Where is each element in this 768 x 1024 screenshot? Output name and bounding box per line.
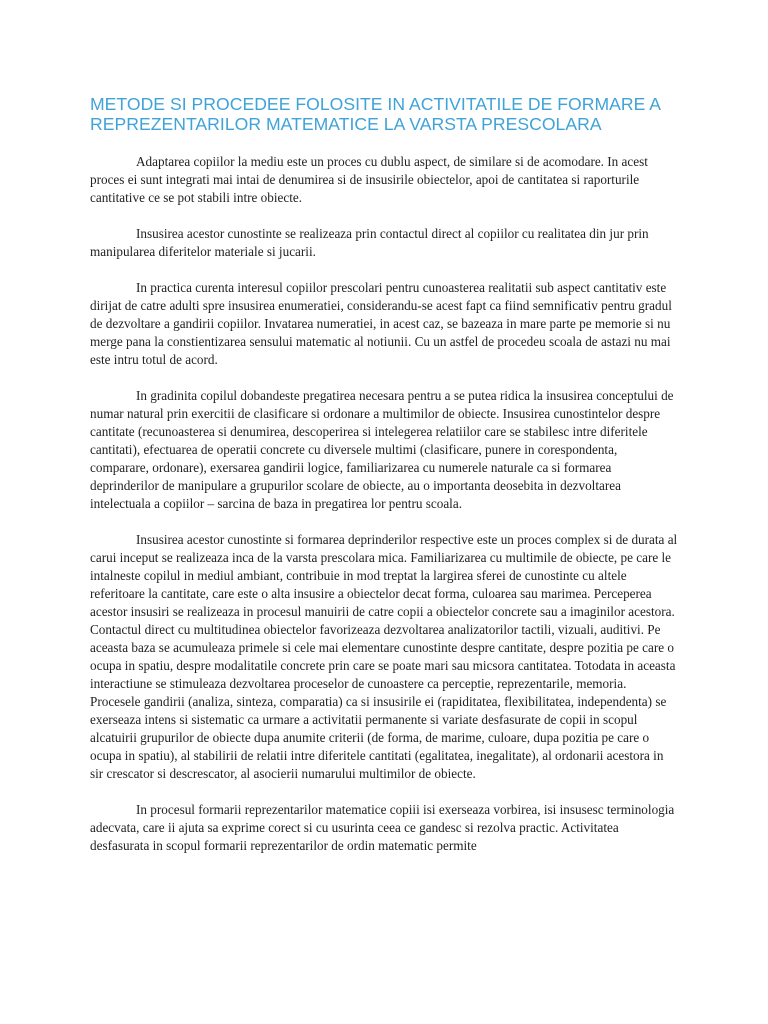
document-body [90,153,678,855]
document-title: METODE SI PROCEDEE FOLOSITE IN ACTIVITATILE DE FORMARE A REPREZENTARILOR MATEMATICE LA VARSTA PRESCOLARA [90,94,661,134]
paragraph: Insusirea acestor cunostinte si formarea deprinderilor respective este un proces complex si de durata al carui inceput se realizeaza inca de la varsta prescolara mica. Familiarizarea cu multimile de obiecte, pe care le intalneste copilul in mediul ambiant, contribuie in mod treptat la largirea sferei de cunostinte cu altele referitoare la cantitate, care este o alta insusire a obiectelor decat forma, culoarea sau marimea. Perceperea acestor insusiri se realizeaza in procesul manuirii de catre copii a obiectelor concrete sau a imaginilor acestora. Contactul direct cu multitudinea obiectelor favorizeaza dezvoltarea analizatorilor tactili, vizuali, auditivi. Pe aceasta baza se acumuleaza primele si cele mai elementare cunostinte despre cantitate, despre pozitia pe care o ocupa in spatiu, despre modalitatile concrete prin care se poate mari sau micsora cantitatea. Totodata in aceasta interactiune se stimuleaza dezvoltarea proceselor de cunoastere ca perceptie, reprezentarile, memoria. Procesele gandirii (analiza, sinteza, comparatia) ca si insusirile ei (rapiditatea, flexibilitatea, independenta) se exerseaza intens si sistematic ca urmare a activitatii permanente si variate desfasurate de copii in scopul alcatuirii grupurilor de obiecte dupa anumite criterii (de forma, de marime, culoare, dupa pozitia pe care o ocupa in spatiu), al stabilirii de relatii intre diferitele cantitati (egalitatea, inegalitate), al ordonarii acestora in sir crescator si descrescator, al asocierii numarului multimilor de obiecte. [90,532,678,781]
paragraph: In gradinita copilul dobandeste pregatirea necesara pentru a se putea ridica la insusirea conceptului de numar natural prin exercitii de clasificare si ordonare a multimilor de obiecte. Insusirea cunostintelor despre cantitate (recunoasterea si denumirea, descoperirea si intelegerea relatiilor care se stabilesc intre diferitele cantitati), efectuarea de operatii concrete cu diversele multimi (clasificare, punere in corespondenta, comparare, ordonare), exersarea gandirii logice, familiarizarea cu numerele naturale ca si formarea deprinderilor de manipulare a grupurilor scolare de obiecte, au o importanta deosebita in dezvoltarea intelectuala a copiilor – sarcina de baza in pregatirea lor pentru scoala. [90,388,674,511]
paragraph: In practica curenta interesul copiilor prescolari pentru cunoasterea realitatii sub aspect cantitativ este dirijat de catre adulti spre insusirea enumeratiei, considerandu-se acest fapt ca fiind semnificativ pentru gradul de dezvoltare a gandirii copiilor. Invatarea numeratiei, in acest caz, se bazeaza in mare parte pe memorie si nu merge pana la constientizarea sensului matematic al notiunii. Cu un astfel de procedeu scoala de astazi nu mai este intru totul de acord. [90,280,672,367]
document-page [90,0,678,873]
paragraph: Adaptarea copiilor la mediu este un proces cu dublu aspect, de similare si de acomodare. In acest proces ei sunt integrati mai intai de denumirea si de insusirile obiectelor, apoi de cantitatea si raporturile cantitative ce se pot stabili intre obiecte. [90,154,648,205]
paragraph: Insusirea acestor cunostinte se realizeaza prin contactul direct al copiilor cu realitatea din jur prin manipularea diferitelor materiale si jucarii. [90,226,649,259]
paragraph: In procesul formarii reprezentarilor matematice copiii isi exerseaza vorbirea, isi insusesc terminologia adecvata, care ii ajuta sa exprime corect si cu usurinta ceea ce gandesc si rezolva practic. Activitatea desfasurata in scopul formarii reprezentarilor de ordin matematic permite [90,802,675,853]
